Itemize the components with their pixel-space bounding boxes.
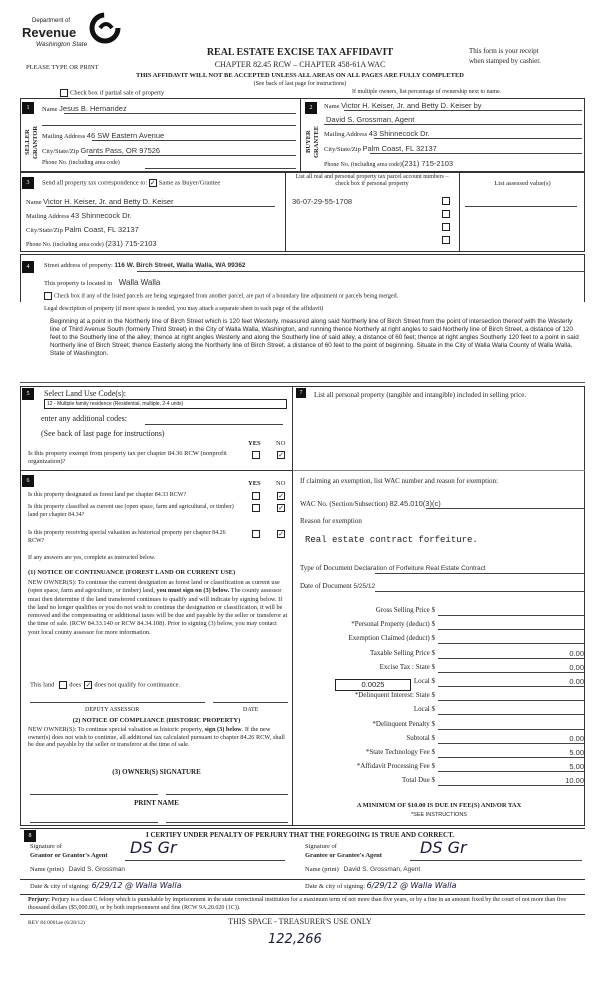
grantor-date-city[interactable]: 6/29/12 @ Walla Walla: [91, 881, 182, 890]
receipt-note: This form is your receipt: [469, 47, 539, 55]
field-line: [410, 860, 582, 861]
fee-row: [300, 634, 585, 644]
fee-label: Total Due $: [402, 776, 435, 784]
field-line: [88, 155, 296, 156]
fee-row: [300, 762, 585, 772]
field-line: [137, 271, 585, 272]
fee-label: *State Technology Fee $: [365, 748, 435, 756]
street-label: Street address of property:: [44, 262, 113, 269]
document-date[interactable]: 5/25/12: [353, 583, 376, 590]
treasurer-handwritten-number: 122,266: [268, 932, 322, 947]
assessed-value-field[interactable]: [465, 206, 577, 207]
current-use-no-checkbox[interactable]: ✓: [278, 504, 284, 513]
fee-value[interactable]: [438, 691, 584, 701]
exemption-label: If claiming an exemption, list WAC number and reason for exemption:: [300, 477, 498, 485]
mailing-label: Mailing Address: [42, 133, 86, 140]
fee-row: [300, 720, 585, 730]
tax-phone[interactable]: (231) 715-2103: [105, 239, 157, 248]
personal-property-checkbox[interactable]: [442, 196, 452, 205]
current-use-yes-checkbox[interactable]: [252, 504, 260, 512]
fee-value[interactable]: 0.00: [438, 734, 584, 744]
located-label: This property is located in: [44, 280, 113, 287]
section-number: 3: [22, 177, 34, 189]
divider: [293, 470, 585, 471]
chapter-line: CHAPTER 82.45 RCW – CHAPTER 458-61A WAC: [214, 60, 386, 69]
parcel-number[interactable]: 36-07-29-55-1708: [292, 197, 353, 206]
fee-row: [300, 606, 585, 616]
divider: [20, 254, 585, 255]
perjury-note: [28, 896, 583, 912]
land-use-label: Select Land Use Code(s):: [44, 389, 126, 398]
fee-row: [300, 705, 585, 715]
divider: [20, 894, 585, 895]
name-print-label: Name (print): [305, 866, 339, 873]
personal-property-checkbox[interactable]: [442, 222, 452, 231]
city-label: City/State/Zip: [324, 146, 361, 153]
fee-label: Local $: [413, 705, 435, 713]
seller-mailing-address[interactable]: 46 SW Eastern Avenue: [86, 131, 165, 140]
fee-label: Subtotal $: [406, 734, 435, 742]
instructions-note: (See back of last page for instructions): [253, 81, 347, 87]
grantee-print-name[interactable]: David S. Grossman, Agent: [343, 866, 421, 873]
does-not-label: does not qualify for continuance.: [94, 681, 181, 689]
notice-text: NEW OWNER(S): To continue the current designation as forest land or classification as current use (open space, farm and agriculture, or timber) land,: [28, 579, 280, 595]
date-label: DATE: [243, 707, 259, 713]
land-use-code-select[interactable]: 12 - Multiple family residence (Residential, multiple, 2-4 units): [44, 399, 287, 409]
divider: [285, 172, 286, 252]
fee-row: [300, 649, 585, 659]
field-line: [375, 573, 584, 574]
tax-mailing-address[interactable]: 43 Shinnecock Dr.: [70, 211, 132, 220]
field-line: [374, 138, 582, 139]
fee-value[interactable]: [438, 606, 584, 616]
fee-value[interactable]: [438, 705, 584, 715]
name-label: Name: [42, 106, 58, 113]
forest-land-question: Is this property designated as forest land per chapter 84.33 RCW?: [28, 492, 187, 498]
print-name-field[interactable]: [30, 822, 158, 823]
fee-row: [300, 663, 585, 673]
name-label: Name: [26, 199, 42, 206]
date-city-label: Date & city of signing:: [305, 883, 365, 890]
assessed-header: List assessed value(s): [494, 180, 551, 187]
grantor-print-name[interactable]: David S. Grossman: [68, 866, 125, 873]
grantee-signature[interactable]: DS Gr: [420, 838, 467, 857]
fee-value[interactable]: 5.00: [438, 748, 584, 758]
logo-text: Revenue: [22, 25, 77, 40]
see-instructions: *SEE INSTRUCTIONS: [411, 812, 467, 818]
fee-label: Local $: [413, 677, 435, 685]
current-use-question: Is this property classified as current use (open space, farm and agricultural, or timber) land per chapter 84.34?: [28, 504, 234, 518]
form-title: REAL ESTATE EXCISE TAX AFFIDAVIT: [206, 47, 394, 58]
personal-property-checkbox[interactable]: [442, 235, 452, 244]
certify-statement: I CERTIFY UNDER PENALTY OF PERJURY THAT THE FOREGOING IS TRUE AND CORRECT.: [145, 831, 454, 839]
fee-value[interactable]: 10.00: [438, 776, 584, 786]
notice-compliance-text: [28, 726, 290, 749]
field-line: [375, 591, 584, 592]
perjury-text: Perjury is a class C felony which is punishable by imprisonment in the state correctional institution for a maximum term of not more than five years, or by a fine in an amount fixed by the court of not more than five thousand dollars ($5,000.00), or by both imprisonment and fine (RCW 9A.20.020 (1C)).: [28, 897, 567, 911]
fee-row: [300, 734, 585, 744]
fee-value[interactable]: [438, 634, 584, 644]
buyer-grantee-label: BUYER GRANTEE: [305, 125, 320, 159]
fee-label: Exemption Claimed (deduct) $: [348, 634, 435, 642]
does-label: does: [69, 681, 82, 689]
same-as-buyer-checkbox[interactable]: ✓: [149, 179, 156, 187]
this-land-label: This land: [30, 681, 55, 689]
name-print-label: Name (print): [30, 866, 64, 873]
notice-compliance-title: (2) NOTICE OF COMPLIANCE (HISTORIC PROPERTY): [72, 717, 241, 724]
segregated-checkbox[interactable]: [44, 292, 398, 300]
tax-name[interactable]: Victor H. Keiser, Jr. and Betty D. Keiser: [43, 197, 174, 206]
does-qualify-checkbox[interactable]: [59, 681, 67, 689]
legal-description[interactable]: Beginning at a point in the Northerly line of Birch Street which is 120 feet Westerly, measured along said Northerly line of Birch Street from the point of intersection thereof with the Westerly line of Third Avenue South (formerly Third Street) in the City of Walla Walla, Washington, and running thence Northerly at right angles to said Northerly line of Birch Street, a distance of 120 feet to the Southerly line of the alley; thence at right angles Westerly and along the Southerly line of said alley, a distance of 60 feet; thence at right angles Southerly 120 feet to a point in said Northerly line of Birch Street; thence Easterly along the Northerly line of Birch Street, a distance of 60 feet to the point of beginning. Situate in the City of Walla Walla County of Walla Walla, State of Washington.: [50, 318, 579, 357]
additional-codes-label: enter any additional codes:: [41, 414, 127, 423]
section-number: 2: [305, 102, 317, 114]
deputy-assessor-label: DEPUTY ASSESSOR: [85, 707, 140, 713]
historic-question: Is this property receiving special valuation as historical property per chapter 84.26 RCW?: [28, 530, 226, 544]
exempt-no-checkbox[interactable]: ✓: [278, 451, 284, 460]
no-header: NO: [276, 440, 286, 447]
field-line: [125, 860, 285, 861]
fee-value[interactable]: 0.00: [438, 663, 584, 673]
seller-phone-field[interactable]: [145, 168, 296, 169]
wac-label: WAC No. (Section/Subsection): [300, 500, 388, 508]
grantor-signature[interactable]: DS Gr: [130, 838, 177, 857]
exemption-reason[interactable]: Real estate contract forfeiture.: [305, 535, 478, 545]
fee-value[interactable]: [438, 720, 584, 730]
section-number: 6: [22, 475, 34, 487]
parcel-header: List all real and personal property tax parcel account numbers – check box if personal property: [295, 174, 449, 187]
logo-text: Washington State: [36, 41, 88, 48]
instructions-note: (See back of last page for instructions): [41, 429, 165, 438]
tax-city[interactable]: Palm Coast, FL 32137: [64, 225, 139, 234]
field-line: [64, 113, 296, 114]
section-number: 7: [296, 388, 306, 398]
logo-text: Department of: [32, 18, 71, 24]
warning: THIS AFFIDAVIT WILL NOT BE ACCEPTED UNLESS ALL AREAS ON ALL PAGES ARE FULLY COMPLETED: [136, 72, 464, 79]
fee-value[interactable]: 0.00: [438, 649, 584, 659]
field-line: [344, 110, 582, 111]
notice-continuance-text: [28, 579, 290, 637]
partial-sale-checkbox[interactable]: [60, 89, 164, 97]
print-name-label: PRINT NAME: [134, 799, 179, 807]
fee-row: [300, 691, 585, 701]
section-number: 4: [22, 261, 34, 273]
perjury-label: Perjury:: [28, 897, 50, 903]
exempt-question: Is this property exempt from property tax per chapter 84.36 RCW (nonprofit organization)?: [28, 450, 227, 465]
fee-label: Taxable Selling Price $: [369, 649, 435, 657]
yes-header: YES: [248, 480, 261, 487]
partial-sale-label: Check box if partial sale of property: [70, 89, 165, 97]
divider: [300, 98, 301, 172]
multiple-owners-note: If multiple owners, list percentage of ownership next to name.: [352, 89, 502, 95]
fee-label: *Delinquent Penalty $: [372, 720, 435, 728]
fee-row: [300, 620, 585, 630]
field-line: [92, 140, 296, 141]
fee-row: [300, 677, 585, 687]
city-label: City/State/Zip: [42, 148, 79, 155]
divider: [584, 254, 585, 302]
city-label: City/State/Zip: [26, 227, 63, 234]
mailing-label: Mailing Address: [26, 213, 70, 220]
field-line: [370, 153, 582, 154]
no-header: NO: [276, 480, 286, 487]
document-type[interactable]: Declaration of Forfeiture Real Estate Contract: [354, 565, 486, 572]
forest-yes-checkbox[interactable]: [252, 492, 260, 500]
fee-row: [300, 748, 585, 758]
seller-city[interactable]: Grants Pass, OR 97526: [80, 146, 161, 155]
additional-codes-field[interactable]: [145, 424, 283, 425]
fee-label: Gross Selling Price $: [375, 606, 435, 614]
section-number: 8: [24, 830, 36, 842]
phone-label: Phone No. (including area code): [324, 162, 402, 168]
fee-label: *Personal Property (deduct) $: [351, 620, 435, 628]
local-tax-rate[interactable]: 0.0025: [335, 679, 411, 691]
property-street-address[interactable]: 116 W. Birch Street, Walla Walla, WA 99362: [114, 262, 246, 269]
fee-row: [300, 776, 585, 786]
field-line: [42, 125, 296, 126]
please-type: PLEASE TYPE OR PRINT: [26, 64, 99, 71]
assessor-date-field[interactable]: [213, 702, 288, 703]
buyer-mailing-address[interactable]: 43 Shinnecock Dr.: [368, 129, 430, 138]
historic-yes-checkbox[interactable]: [252, 530, 260, 538]
notice-continuance-title: (1) NOTICE OF CONTINUANCE (FOREST LAND OR CURRENT USE): [28, 569, 236, 576]
notice-text: . If the new owner(s) does not wish to continue, all additional tax calculated pursuant to chapter 84.26 RCW, shall be due and payable by the seller or transferor at the time of sale.: [28, 726, 285, 748]
signature-of-label: Signature of: [305, 843, 337, 850]
property-location[interactable]: Walla Walla: [118, 278, 161, 287]
phone-label: Phone No. (including area code): [42, 160, 120, 166]
notice-bold: sign (3) below: [204, 726, 242, 733]
seller-grantor-label: SELLER GRANTOR: [24, 125, 39, 159]
divider: [20, 914, 585, 915]
doctype-label: Type of Document: [300, 564, 353, 572]
owner-signature-field[interactable]: [166, 794, 288, 795]
divider: [20, 254, 21, 302]
notice-text: The county assessor must then determine if the land transferred continues to qualify and will indicate by signing below. If the land no longer qualifies or you do not wish to continue the designation or classification, it will be removed and the compensating or additional taxes will be due and payable by the seller or transferor at the time of sale. (RCW 84.33.140 or RCW 84.34.108). Prior to signing (3) below, you may contact your local county assessor for more information.: [28, 587, 288, 636]
field-line: [46, 206, 275, 207]
segregated-label: Check box if any of the listed parcels are being segregated from another parcel, are part of a boundary line adjustment or parcels being merged.: [54, 293, 399, 300]
yes-header: YES: [248, 440, 261, 447]
fee-label: *Delinquent Interest: State $: [354, 691, 435, 699]
notice-bold: you must sign on (3) below.: [156, 587, 230, 595]
personal-property-label: List all personal property (tangible and intangible) included in selling price.: [314, 391, 527, 399]
does-not-qualify-checkbox[interactable]: ✓: [85, 681, 92, 689]
fee-label: Excise Tax : State $: [379, 663, 435, 671]
docdate-label: Date of Document: [300, 582, 352, 590]
section-number: 5: [22, 388, 34, 400]
legal-label: Legal description of property (if more space is needed, you may attach a separate sheet to each page of the affidavit): [44, 306, 324, 312]
treasurer-use-label: THIS SPACE - TREASURER'S USE ONLY: [228, 917, 372, 926]
fee-label: *Affidavit Processing Fee $: [356, 762, 435, 770]
grantor-agent-label: Grantor or Grantor's Agent: [30, 852, 108, 859]
owner-signature-title: (3) OWNER(S) SIGNATURE: [112, 768, 201, 776]
divider: [20, 382, 585, 383]
logo-swirl-icon: [88, 12, 122, 44]
deputy-assessor-signature-field[interactable]: [30, 702, 205, 703]
divider: [20, 470, 293, 471]
field-line: [324, 124, 582, 125]
field-line: [426, 508, 584, 509]
exempt-yes-checkbox[interactable]: [252, 451, 260, 459]
receipt-note: when stamped by cashier.: [469, 57, 541, 65]
wac-number[interactable]: 82.45.010(3)(c): [389, 499, 441, 508]
fee-value[interactable]: 0.00: [438, 677, 584, 687]
minimum-due-note: A MINIMUM OF $10.00 IS DUE IN FEE(S) AND/OR TAX: [356, 802, 522, 809]
send-label: Send all property tax correspondence to:: [42, 179, 148, 187]
buyer-phone[interactable]: (231) 715-2103: [401, 159, 454, 168]
seller-name[interactable]: Jesus B. Hernandez: [59, 104, 127, 113]
date-city-label: Date & city of signing:: [30, 883, 90, 890]
forest-no-checkbox[interactable]: ✓: [278, 492, 284, 501]
personal-property-checkbox[interactable]: [442, 209, 452, 218]
fee-value[interactable]: 5.00: [438, 762, 584, 772]
phone-label: Phone No. (including area code): [26, 242, 104, 248]
signature-of-label: Signature of: [30, 843, 62, 850]
buyer-city[interactable]: Palm Coast, FL 32137: [362, 144, 437, 153]
same-as-buyer-label: Same as Buyer/Grantee: [158, 179, 221, 187]
form-revision: REV 84 0001ae (6/28/12): [28, 920, 85, 926]
buyer-name-continued[interactable]: David S. Grossman, Agent: [326, 115, 415, 124]
dor-logo: [22, 10, 122, 52]
notice-text: NEW OWNER(S): To continue special valuation as historic property,: [28, 726, 205, 733]
print-name-field[interactable]: [166, 822, 288, 823]
if-yes-note: If any answers are yes, complete as instructed below.: [28, 555, 156, 561]
owner-signature-field[interactable]: [30, 794, 158, 795]
section-number: 1: [22, 102, 34, 114]
buyer-name[interactable]: Victor H. Keiser, Jr. and Betty D. Keiser by: [341, 101, 482, 110]
fee-value[interactable]: [438, 620, 584, 630]
name-label: Name: [324, 103, 340, 110]
mailing-label: Mailing Address: [324, 131, 368, 138]
grantee-agent-label: Grantee or Grantee's Agent: [305, 852, 382, 859]
historic-no-checkbox[interactable]: ✓: [278, 530, 284, 539]
grantee-date-city[interactable]: 6/29/12 @ Walla Walla: [366, 881, 457, 890]
reason-label: Reason for exemption: [300, 517, 362, 525]
